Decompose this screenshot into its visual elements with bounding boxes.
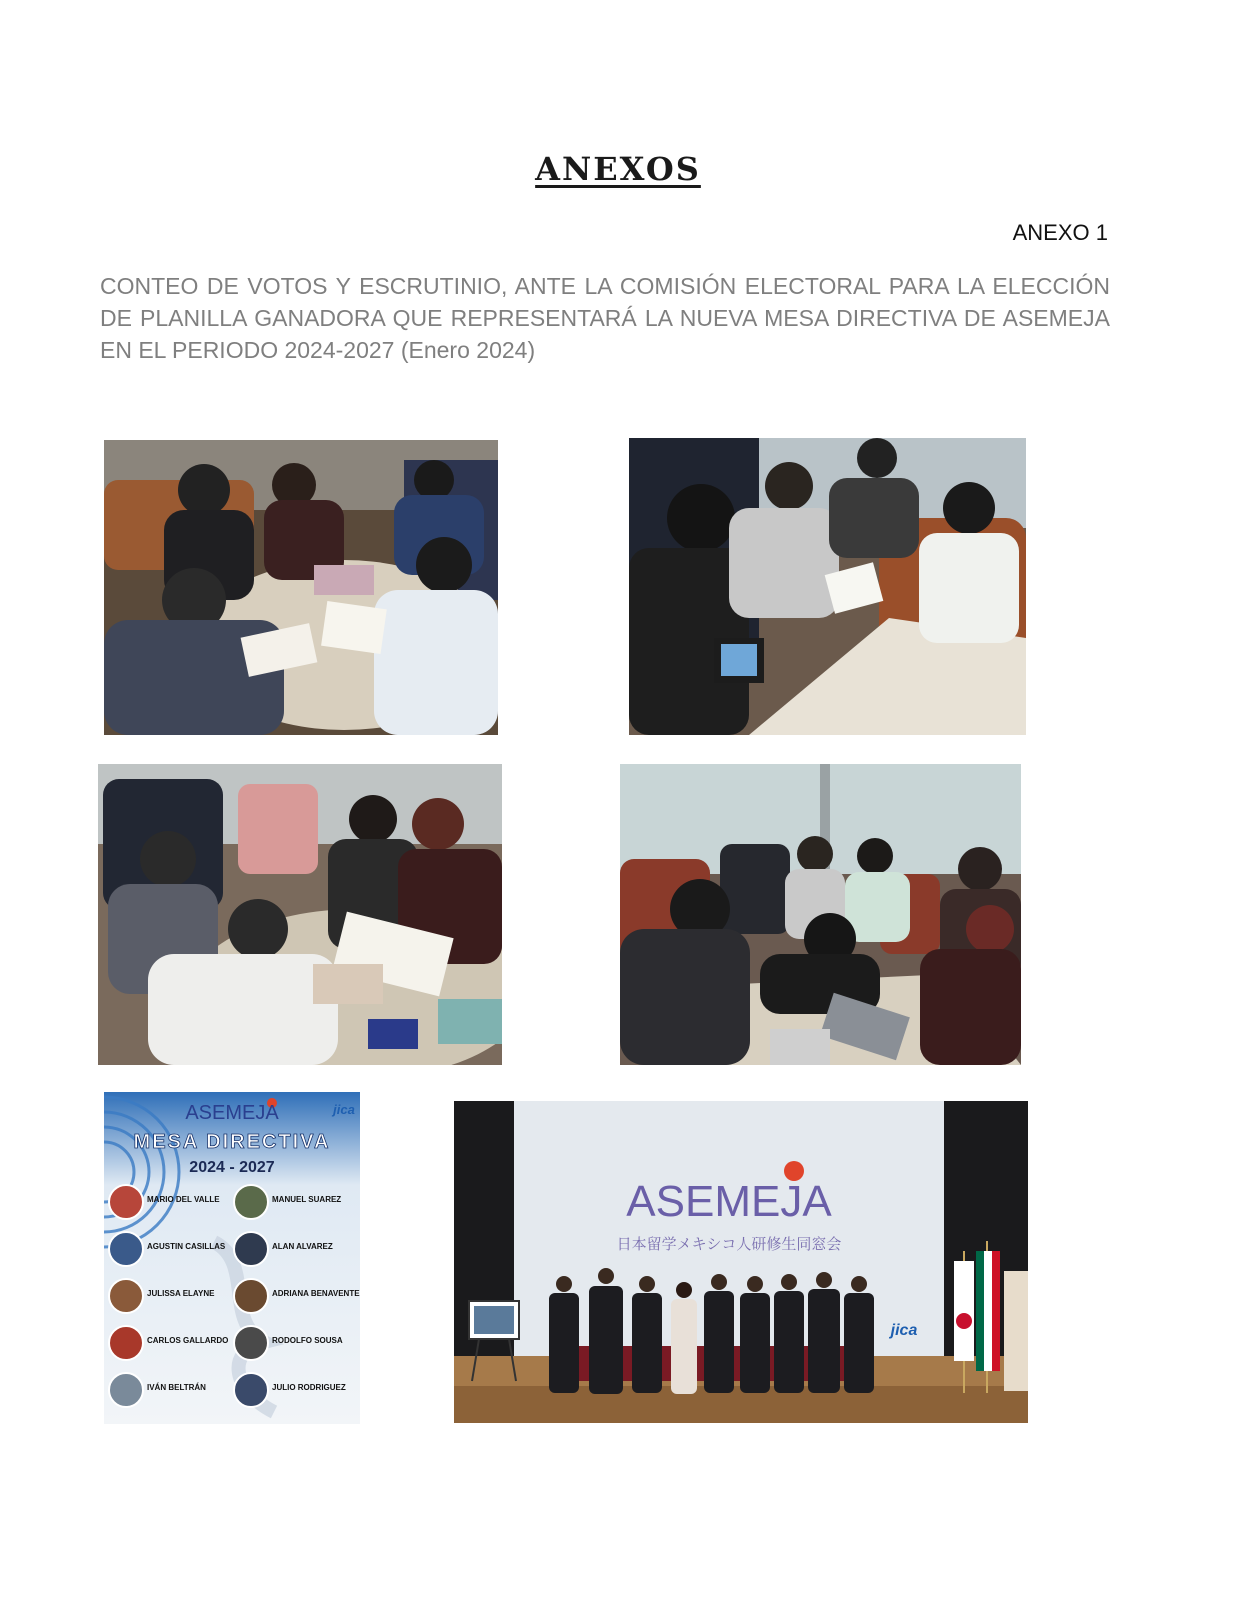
member-name: CARLOS GALLARDO <box>147 1336 229 1345</box>
photo-vote-count-4 <box>620 764 1021 1065</box>
annex-description: CONTEO DE VOTOS Y ESCRUTINIO, ANTE LA COMISIÓN ELECTORAL PARA LA ELECCIÓN DE PLANILLA GANADORA QUE REPRESENTARÁ LA NUEVA MESA DIRECTIVA DE ASEMEJA EN EL PERIODO 2024-2027 (Enero 2024) <box>100 273 1110 363</box>
poster-brand: ASEMEJA <box>185 1102 279 1124</box>
member-name: RODOLFO SOUSA <box>272 1336 343 1345</box>
screen-subtitle: 日本留学メキシコ人研修生同窓会 <box>616 1235 842 1253</box>
poster-graphic <box>104 1092 360 1424</box>
photo-stage-new-board <box>454 1101 1028 1423</box>
member-name: ALAN ALVAREZ <box>272 1242 333 1251</box>
photo-vote-count-1 <box>104 440 498 735</box>
annex-label: ANEXO 1 <box>1012 220 1108 245</box>
member-name: JULISSA ELAYNE <box>147 1289 215 1298</box>
photo-vote-count-3 <box>98 764 502 1065</box>
page-title: ANEXOS <box>535 150 701 188</box>
poster-period: 2024 - 2027 <box>189 1159 275 1176</box>
screen-brand: ASEMEJA <box>626 1177 832 1226</box>
podium-jica-logo: jica <box>890 1322 918 1339</box>
jica-logo: jica <box>333 1102 355 1117</box>
member-name: ADRIANA BENAVENTE <box>272 1289 360 1298</box>
member-name: IVÁN BELTRÁN <box>147 1383 206 1392</box>
member-name: MANUEL SUAREZ <box>272 1195 342 1204</box>
mesa-directiva-poster <box>104 1092 360 1424</box>
member-name: MARIO DEL VALLE <box>147 1195 220 1204</box>
photo-vote-count-2 <box>629 438 1026 735</box>
member-name: AGUSTIN CASILLAS <box>147 1242 226 1251</box>
poster-heading: MESA DIRECTIVA <box>133 1131 331 1153</box>
member-name: JULIO RODRIGUEZ <box>272 1383 346 1392</box>
